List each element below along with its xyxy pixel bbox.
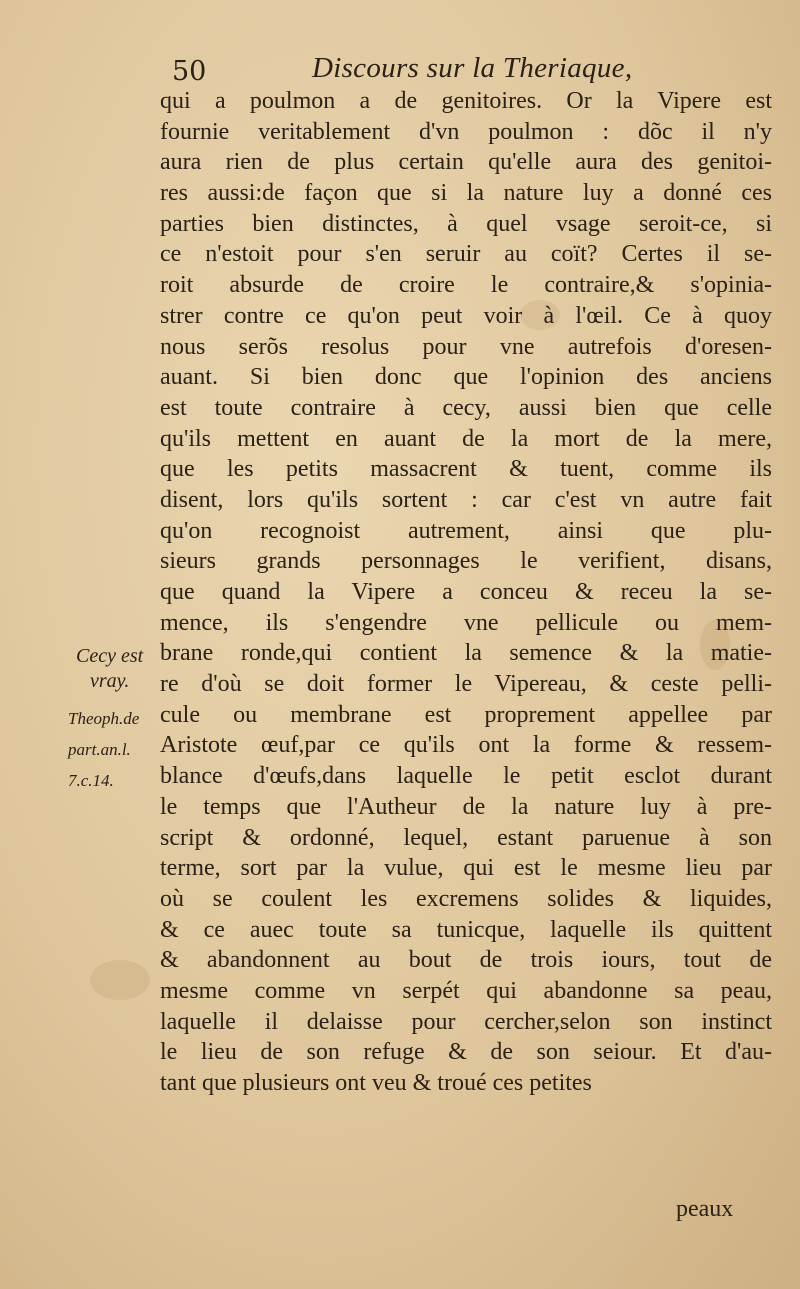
text-line: que quand la Vipere a conceu & receu la se- bbox=[160, 579, 772, 605]
margin-note-line: part.an.l. bbox=[68, 740, 131, 759]
page-number: 50 bbox=[172, 56, 207, 87]
text-line: qu'ils mettent en auant de la mort de la mere, bbox=[160, 425, 772, 452]
text-line: qu'on recognoist autrement, ainsi que plu- bbox=[160, 517, 772, 544]
text-line: fournie veritablement d'vn poulmon : dõc il n'y bbox=[160, 118, 772, 145]
text-line: mence, ils s'engendre vne pellicule ou mem- bbox=[160, 609, 772, 636]
margin-note-theophrastus-reference bbox=[68, 703, 139, 796]
body-text bbox=[160, 86, 772, 1099]
text-line: Aristote œuf,par ce qu'ils ont la forme & ressem- bbox=[160, 732, 772, 759]
margin-note-line: vray. bbox=[90, 670, 130, 692]
text-line: & ce auec toute sa tunicque, laquelle ils quittent bbox=[160, 916, 772, 943]
text-line: brane ronde,qui contient la semence & la matie- bbox=[160, 640, 772, 667]
text-line: & abandonnent au bout de trois iours, tout de bbox=[160, 947, 772, 974]
text-line: terme, sort par la vulue, qui est le mesme lieu par bbox=[160, 855, 772, 882]
text-line: sieurs grands personnages le verifient, disans, bbox=[160, 548, 772, 575]
text-line: nous serõs resolus pour vne autrefois d'oresen- bbox=[160, 333, 772, 360]
text-line: que les petits massacrent & tuent, comme ils bbox=[160, 456, 772, 483]
text-line: le lieu de son refuge & de son seiour. Et d'au- bbox=[160, 1039, 772, 1066]
running-title: Discours sur la Theriaque, bbox=[312, 52, 633, 84]
margin-note-line: Theoph.de bbox=[68, 709, 140, 728]
text-line: blance d'œufs,dans laquelle le petit esclot durant bbox=[160, 763, 772, 790]
text-line: tant que plusieurs ont veu & troué ces petites bbox=[160, 1070, 592, 1096]
text-line: le temps que l'Autheur de la nature luy à pre- bbox=[160, 793, 772, 820]
text-line: auant. Si bien donc que l'opinion des anciens bbox=[160, 364, 772, 391]
text-line: aura rien de plus certain qu'elle aura des genitoi- bbox=[160, 149, 772, 176]
margin-note-line: Cecy est bbox=[76, 645, 144, 667]
paper-stain bbox=[90, 960, 150, 1000]
text-line: cule ou membrane est proprement appellee par bbox=[160, 701, 772, 728]
text-line: qui a poulmon a de genitoires. Or la Vipere est bbox=[160, 88, 772, 114]
text-line: script & ordonné, lequel, estant paruenue à son bbox=[160, 824, 772, 851]
text-line: re d'où se doit former le Vipereau, & ceste pelli- bbox=[160, 671, 772, 698]
catchword: peaux bbox=[676, 1196, 734, 1222]
text-line: roit absurde de croire le contraire,& s'opinia- bbox=[160, 272, 772, 299]
text-line: laquelle il delaisse pour cercher,selon son instinct bbox=[160, 1008, 772, 1035]
text-line: ce n'estoit pour s'en seruir au coït? Certes il se- bbox=[160, 241, 772, 268]
text-line: est toute contraire à cecy, aussi bien que celle bbox=[160, 394, 772, 421]
text-line: res aussi:de façon que si la nature luy a donné ces bbox=[160, 180, 772, 207]
text-line: où se coulent les excremens solides & liquides, bbox=[160, 885, 772, 912]
text-line: mesme comme vn serpét qui abandonne sa peau, bbox=[160, 977, 772, 1004]
text-line: disent, lors qu'ils sortent : car c'est vn autre fait bbox=[160, 486, 772, 513]
margin-note-cecy-est-vray bbox=[76, 644, 143, 694]
text-line: parties bien distinctes, à quel vsage seroit-ce, si bbox=[160, 210, 772, 237]
text-line: strer contre ce qu'on peut voir à l'œil. Ce à quoy bbox=[160, 302, 772, 329]
margin-note-line: 7.c.14. bbox=[68, 771, 114, 790]
